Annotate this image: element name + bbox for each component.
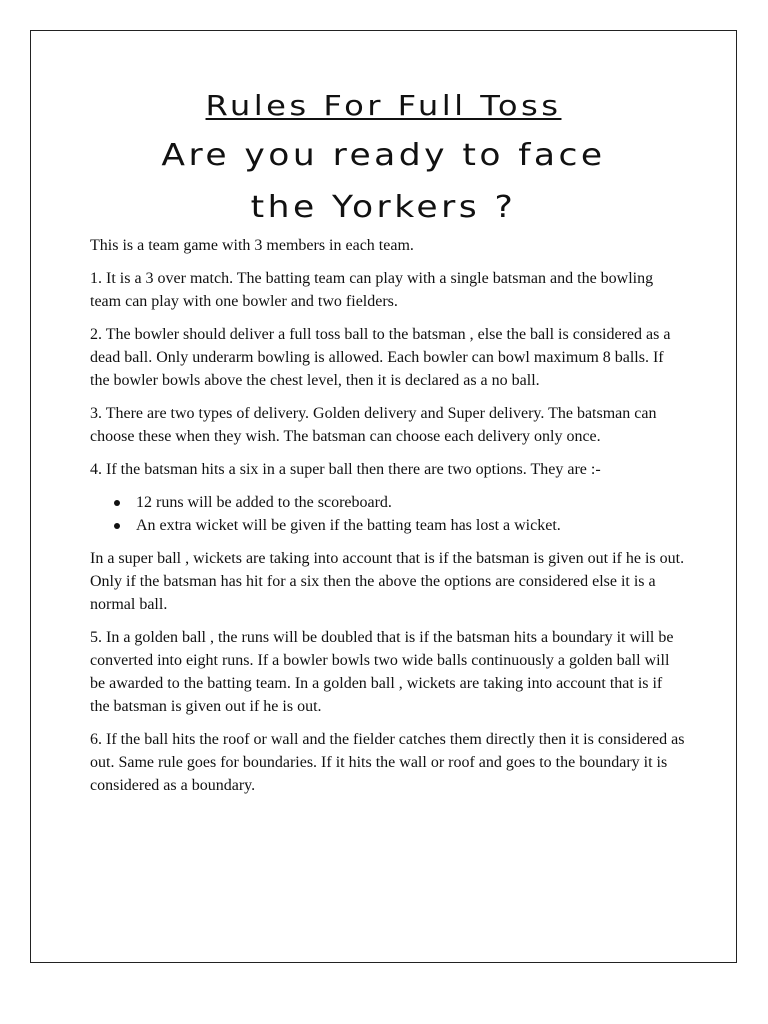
list-item xyxy=(90,514,685,537)
rule-2: 2. The bowler should deliver a full toss ball to the batsman , else the ball is considered as a dead ball. Only underarm bowling is allowed. Each bowler can bowl maximum 8 balls. If the bowler bowls above the chest level, then it is declared as a no ball. xyxy=(90,326,671,389)
option-text: 12 runs will be added to the scoreboard. xyxy=(136,494,392,511)
list-item xyxy=(90,491,685,514)
intro-paragraph: This is a team game with 3 members in each team. xyxy=(90,237,414,254)
rules-body xyxy=(90,234,685,807)
rule-6: 6. If the ball hits the roof or wall and the fielder catches them directly then it is considered as out. Same rule goes for boundaries. If it hits the wall or roof and goes to the boundary it is considered as a boundary. xyxy=(90,731,685,794)
rule-4: 4. If the batsman hits a six in a super ball then there are two options. They are :- xyxy=(90,461,601,478)
rule-5: 5. In a golden ball , the runs will be doubled that is if the batsman hits a boundary it will be converted into eight runs. If a bowler bowls two wide balls continuously a golden ball will be awarded to the batting team. In a golden ball , wickets are taking into account that is if the batsman is given out if he is out. xyxy=(90,629,674,715)
super-ball-note: In a super ball , wickets are taking into account that is if the batsman is given out if he is out. Only if the batsman has hit for a six then the above the options are considered else it is a normal ball. xyxy=(90,550,685,613)
subtitle-line-1: Are you ready to face xyxy=(161,138,606,173)
rule-3: 3. There are two types of delivery. Golden delivery and Super delivery. The batsman can choose these when they wish. The batsman can choose each delivery only once. xyxy=(90,405,657,445)
bullet-icon xyxy=(114,500,120,506)
rule-1: 1. It is a 3 over match. The batting team can play with a single batsman and the bowling team can play with one bowler and two fielders. xyxy=(90,270,654,310)
subtitle-line-2: the Yorkers ? xyxy=(250,190,517,225)
bullet-icon xyxy=(114,523,120,529)
page-title: Rules For Full Toss xyxy=(205,89,562,122)
option-text: An extra wicket will be given if the batting team has lost a wicket. xyxy=(136,517,561,534)
options-list xyxy=(90,491,685,537)
title-block xyxy=(30,82,737,234)
